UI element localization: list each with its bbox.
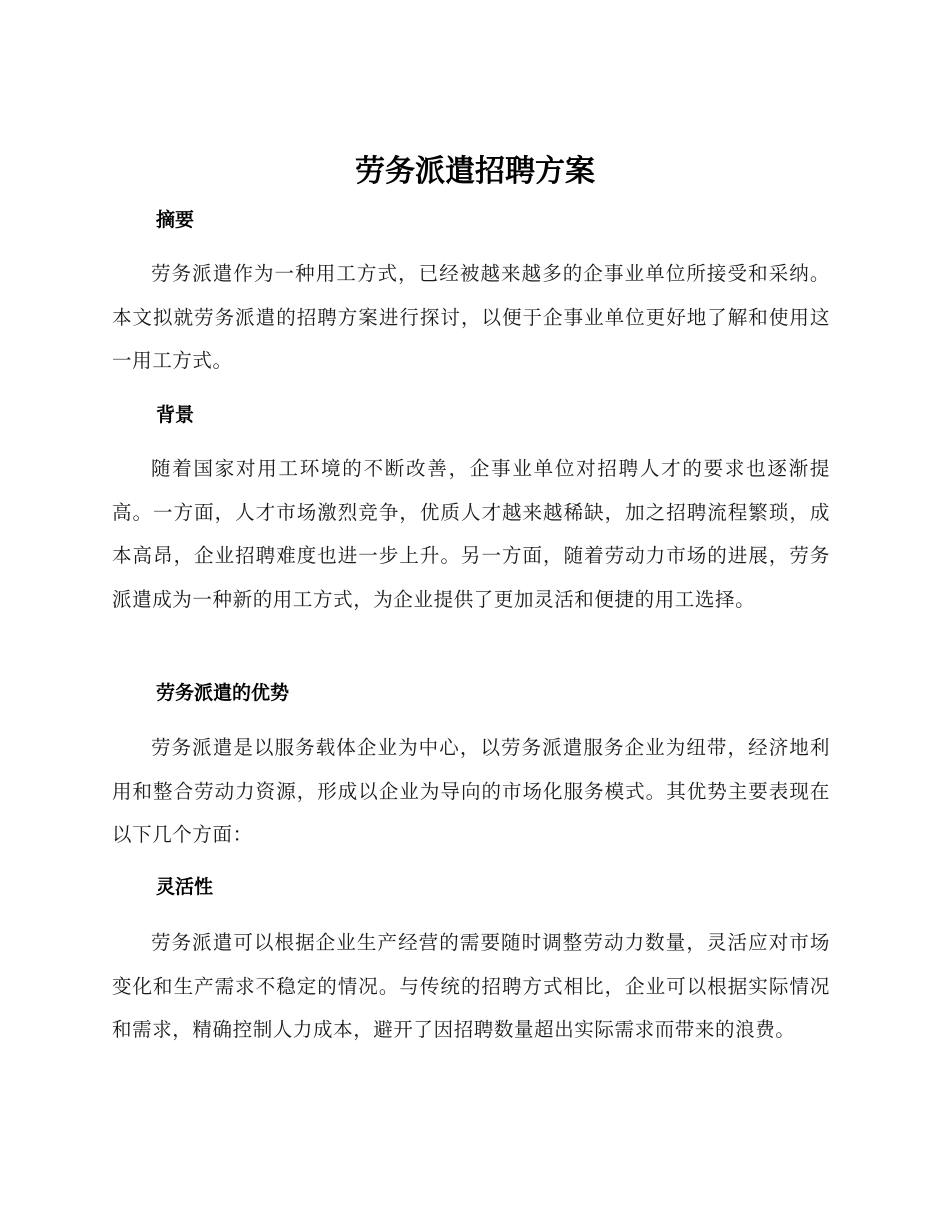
section-heading-background: 背景 bbox=[156, 404, 195, 426]
section-paragraph-background: 随着国家对用工环境的不断改善，企事业单位对招聘人才的要求也逐渐提高。一方面，人才市场激烈竞争，优质人才越来越稀缺，加之招聘流程繁琐，成本高昂，企业招聘难度也进一步上升。另一方面，随着劳动力市场的进展，劳务派遣成为一种新的用工方式，为企业提供了更加灵活和便捷的用工选择。 bbox=[112, 457, 830, 611]
section-heading-abstract: 摘要 bbox=[156, 209, 195, 231]
section-heading-advantages: 劳务派遣的优势 bbox=[156, 682, 290, 704]
section-paragraph-advantages: 劳务派遣是以服务载体企业为中心，以劳务派遣服务企业为纽带，经济地利用和整合劳动力资源，形成以企业为导向的市场化服务模式。其优势主要表现在以下几个方面： bbox=[112, 736, 830, 846]
section-paragraph-flexibility: 劳务派遣可以根据企业生产经营的需要随时调整劳动力数量，灵活应对市场变化和生产需求不稳定的情况。与传统的招聘方式相比，企业可以根据实际情况和需求，精确控制人力成本，避开了因招聘数量超出实际需求而带来的浪费。 bbox=[112, 931, 830, 1041]
section-heading-flexibility: 灵活性 bbox=[156, 876, 214, 898]
document-title: 劳务派遣招聘方案 bbox=[355, 154, 595, 189]
section-paragraph-abstract: 劳务派遣作为一种用工方式，已经被越来越多的企事业单位所接受和采纳。本文拟就劳务派遣的招聘方案进行探讨，以便于企事业单位更好地了解和使用这一用工方式。 bbox=[112, 262, 830, 372]
